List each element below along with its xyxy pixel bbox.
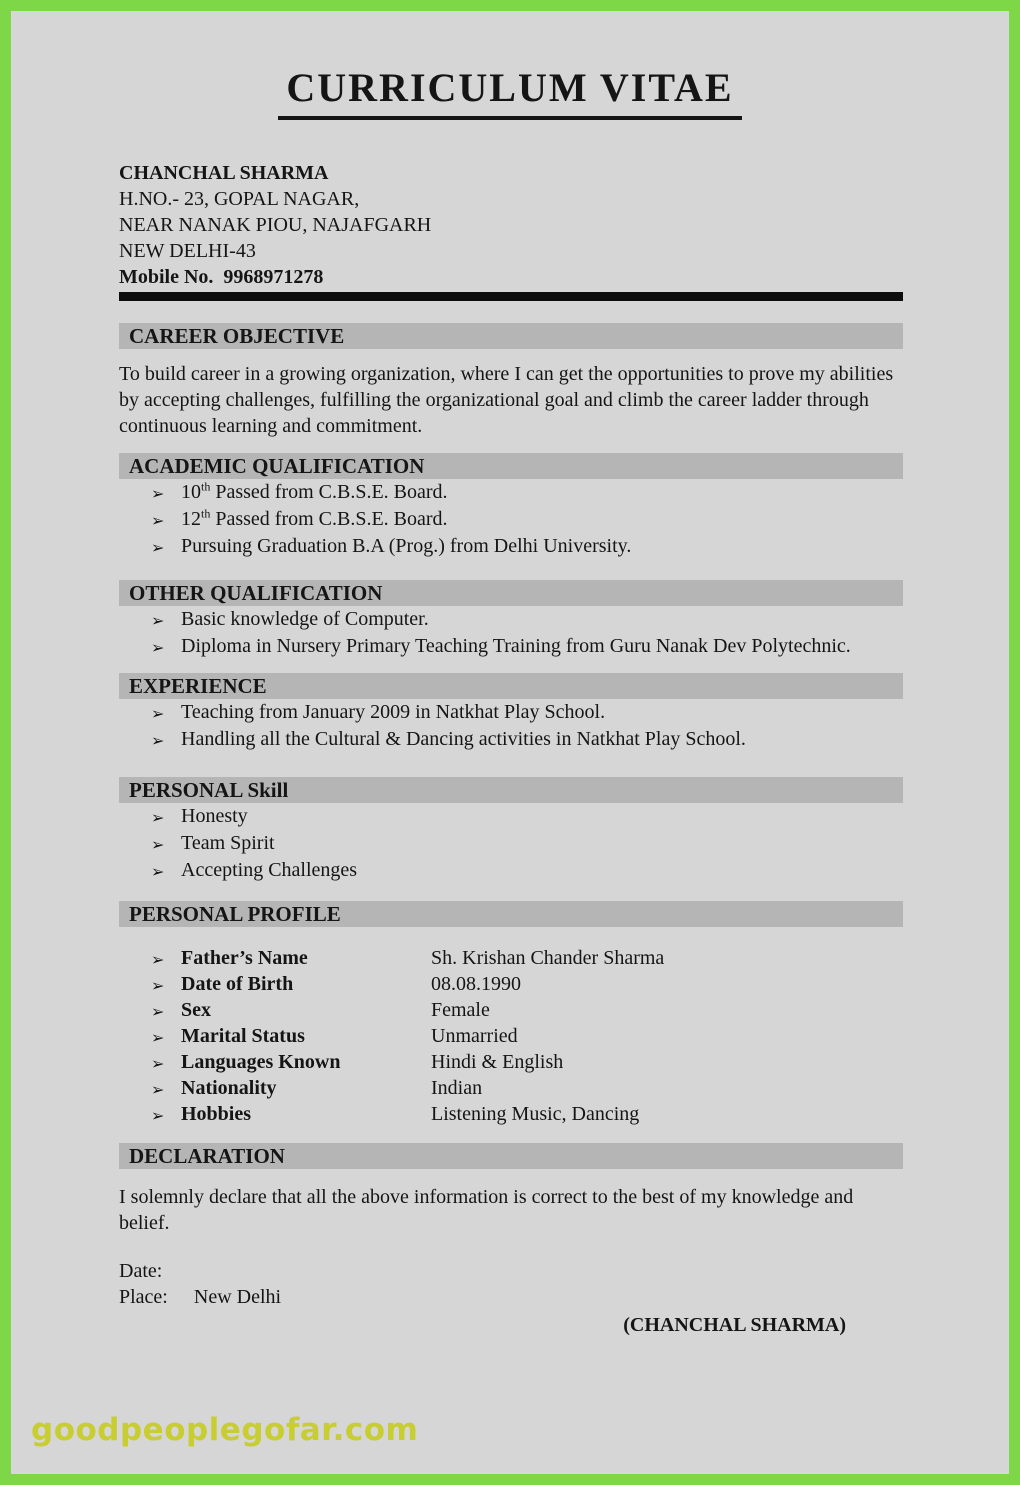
contact-name: CHANCHAL SHARMA — [119, 162, 329, 184]
experience-item-1: Handling all the Cultural & Dancing activities in Natkhat Play School. — [181, 728, 746, 750]
personal-skill-list — [119, 803, 903, 884]
arrow-bullet-icon: ➢ — [151, 950, 165, 969]
profile-row — [119, 1075, 903, 1101]
profile-label-fathers-name: Father’s Name — [181, 947, 308, 969]
arrow-bullet-icon: ➢ — [151, 538, 165, 557]
section-heading-declaration: DECLARATION — [119, 1143, 903, 1169]
contact-mobile: Mobile No. 9968971278 — [119, 266, 324, 288]
other-qualification-list — [119, 606, 903, 660]
list-item — [119, 803, 903, 830]
declaration-text: I solemnly declare that all the above information is correct to the best of my knowledge and belief. — [119, 1186, 854, 1234]
profile-row — [119, 997, 903, 1023]
other-item-1: Diploma in Nursery Primary Teaching Training from Guru Nanak Dev Polytechnic. — [181, 635, 851, 657]
page-title: CURRICULUM VITAE — [278, 65, 741, 120]
personal-profile-rows — [119, 945, 903, 1127]
arrow-bullet-icon: ➢ — [151, 1002, 165, 1021]
academic-item-0-sup: th — [201, 479, 211, 494]
contact-address-line3: NEW DELHI-43 — [119, 240, 256, 262]
arrow-bullet-icon: ➢ — [151, 704, 165, 723]
arrow-bullet-icon: ➢ — [151, 1028, 165, 1047]
skill-item-1: Team Spirit — [181, 832, 275, 854]
list-item — [119, 699, 903, 726]
career-objective-text: To build career in a growing organization, where I can get the opportunities to prove my abilities by accepting challenges, fulfilling the organizational goal and climb the career ladder through continuous learning and commitment. — [119, 363, 894, 437]
academic-list — [119, 479, 903, 560]
watermark: goodpeoplegofar.com — [31, 1412, 419, 1448]
arrow-bullet-icon: ➢ — [151, 1106, 165, 1125]
profile-value-date-of-birth: 08.08.1990 — [431, 973, 521, 995]
list-item — [119, 606, 903, 633]
profile-label-sex: Sex — [181, 999, 211, 1021]
list-item — [119, 830, 903, 857]
date-place-block — [119, 1258, 903, 1310]
list-item — [119, 726, 903, 753]
arrow-bullet-icon: ➢ — [151, 808, 165, 827]
place-label: Place: — [119, 1286, 168, 1308]
list-item — [119, 533, 903, 560]
profile-row — [119, 1023, 903, 1049]
profile-value-fathers-name: Sh. Krishan Chander Sharma — [431, 947, 665, 969]
experience-item-0: Teaching from January 2009 in Natkhat Play School. — [181, 701, 606, 723]
profile-label-languages-known: Languages Known — [181, 1051, 341, 1073]
profile-row — [119, 971, 903, 997]
academic-item-2: Pursuing Graduation B.A (Prog.) from Delhi University. — [181, 535, 632, 557]
contact-address-line1: H.NO.- 23, GOPAL NAGAR, — [119, 188, 360, 210]
arrow-bullet-icon: ➢ — [151, 1054, 165, 1073]
academic-item-0-rest: Passed from C.B.S.E. Board. — [210, 481, 448, 503]
date-line — [119, 1258, 903, 1284]
arrow-bullet-icon: ➢ — [151, 511, 165, 530]
arrow-bullet-icon: ➢ — [151, 835, 165, 854]
arrow-bullet-icon: ➢ — [151, 976, 165, 995]
section-heading-academic-qualification: ACADEMIC QUALIFICATION — [119, 453, 903, 479]
academic-item-1-sup: th — [201, 506, 211, 521]
section-heading-personal-profile: PERSONAL PROFILE — [119, 901, 903, 927]
profile-value-nationality: Indian — [431, 1077, 483, 1099]
profile-label-hobbies: Hobbies — [181, 1103, 252, 1125]
page-content — [11, 160, 1009, 1338]
list-item — [119, 479, 903, 506]
profile-row — [119, 945, 903, 971]
profile-value-sex: Female — [431, 999, 490, 1021]
place-line — [119, 1284, 903, 1310]
section-heading-career-objective: CAREER OBJECTIVE — [119, 323, 903, 349]
title-wrap — [11, 65, 1009, 120]
academic-item-1-pre: 12 — [181, 508, 201, 530]
list-item — [119, 506, 903, 533]
profile-row — [119, 1049, 903, 1075]
other-item-0: Basic knowledge of Computer. — [181, 608, 429, 630]
arrow-bullet-icon: ➢ — [151, 638, 165, 657]
experience-list — [119, 699, 903, 753]
arrow-bullet-icon: ➢ — [151, 484, 165, 503]
profile-row — [119, 1101, 903, 1127]
profile-label-marital-status: Marital Status — [181, 1025, 305, 1047]
section-heading-personal-skill: PERSONAL Skill — [119, 777, 903, 803]
arrow-bullet-icon: ➢ — [151, 731, 165, 750]
date-label: Date: — [119, 1260, 163, 1282]
academic-item-1-rest: Passed from C.B.S.E. Board. — [210, 508, 448, 530]
section-heading-other-qualification: OTHER QUALIFICATION — [119, 580, 903, 606]
arrow-bullet-icon: ➢ — [151, 862, 165, 881]
profile-value-marital-status: Unmarried — [431, 1025, 518, 1047]
contact-address-line2: NEAR NANAK PIOU, NAJAFGARH — [119, 214, 432, 236]
list-item — [119, 633, 903, 660]
place-value: New Delhi — [193, 1286, 282, 1308]
list-item — [119, 857, 903, 884]
profile-label-nationality: Nationality — [181, 1077, 277, 1099]
academic-item-0-pre: 10 — [181, 481, 201, 503]
profile-value-languages-known: Hindi & English — [431, 1051, 564, 1073]
skill-item-0: Honesty — [181, 805, 248, 827]
arrow-bullet-icon: ➢ — [151, 1080, 165, 1099]
contact-block — [119, 160, 903, 290]
header-divider — [119, 292, 903, 301]
signature-name: (CHANCHAL SHARMA) — [623, 1314, 846, 1336]
profile-value-hobbies: Listening Music, Dancing — [431, 1103, 640, 1125]
arrow-bullet-icon: ➢ — [151, 611, 165, 630]
skill-item-2: Accepting Challenges — [181, 859, 358, 881]
section-heading-experience: EXPERIENCE — [119, 673, 903, 699]
profile-label-date-of-birth: Date of Birth — [181, 973, 294, 995]
